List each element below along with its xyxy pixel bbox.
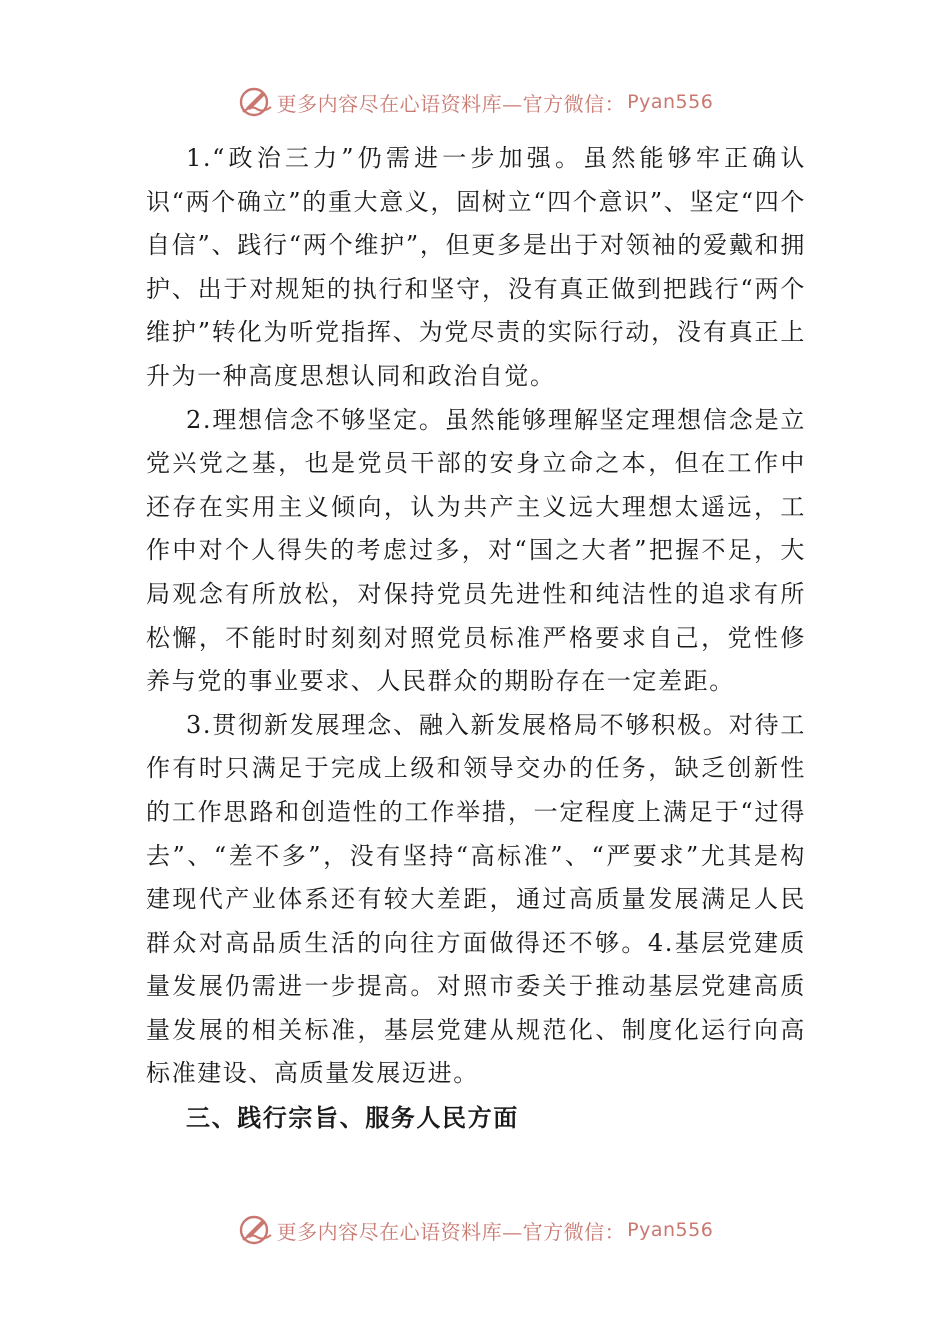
pen-signature-logo-icon [237, 1213, 275, 1247]
pen-signature-logo-icon [237, 85, 275, 119]
header-watermark [0, 82, 950, 122]
section-heading: 三、践行宗旨、服务人民方面 [186, 1103, 519, 1133]
paragraph-1: 1.“政治三力”仍需进一步加强。虽然能够牢正确认识“两个确立”的重大意义，固树立“四个意识”、坚定“四个自信”、践行“两个维护”，但更多是出于对领袖的爱戴和拥护、出于对规矩的执行和坚守，没有真正做到把践行“两个维护”转化为听党指挥、为党尽责的实际行动，没有真正上升为一种高度思想认同和政治自觉。 [146, 144, 806, 390]
watermark-wechat-id: Pyan556 [627, 91, 714, 113]
watermark-wechat-id: Pyan556 [627, 1219, 714, 1241]
document-body [146, 137, 806, 1140]
watermark-text: 更多内容尽在心语资料库—官方微信： [276, 91, 626, 116]
watermark-text: 更多内容尽在心语资料库—官方微信： [276, 1219, 626, 1244]
paragraph-3: 3.贯彻新发展理念、融入新发展格局不够积极。对待工作有时只满足于完成上级和领导交办的任务，缺乏创新性的工作思路和创造性的工作举措，一定程度上满足于“过得去”、“差不多”，没有坚持“高标准”、“严要求”尤其是构建现代产业体系还有较大差距，通过高质量发展满足人民群众对高品质生活的向往方面做得还不够。4.基层党建质量发展仍需进一步提高。对照市委关于推动基层党建高质量发展的相关标准，基层党建从规范化、制度化运行向高标准建设、高质量发展迈进。 [146, 710, 806, 1088]
footer-watermark [0, 1210, 950, 1250]
paragraph-2: 2.理想信念不够坚定。虽然能够理解坚定理想信念是立党兴党之基，也是党员干部的安身立命之本，但在工作中还存在实用主义倾向，认为共产主义远大理想太遥远，工作中对个人得失的考虑过多，对“国之大者”把握不足，大局观念有所放松，对保持党员先进性和纯洁性的追求有所松懈，不能时时刻刻对照党员标准严格要求自己，党性修养与党的事业要求、人民群众的期盼存在一定差距。 [146, 405, 806, 696]
